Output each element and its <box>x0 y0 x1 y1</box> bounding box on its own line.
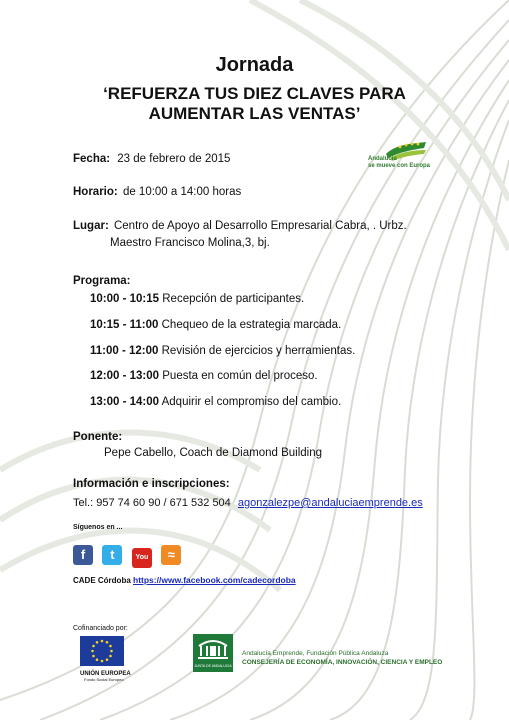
ponente-label: Ponente: <box>73 431 123 443</box>
badge-line-2: se mueve con Europa <box>368 163 431 169</box>
info-label: Información e inscripciones: <box>73 478 230 490</box>
subtitle-line-2: AUMENTAR LAS VENTAS’ <box>148 104 361 123</box>
eu-text: UNIÓN EUROPEA <box>80 671 131 677</box>
programa-desc: Recepción de participantes. <box>162 293 305 305</box>
social-icons <box>73 545 186 568</box>
youtube-icon[interactable]: You <box>132 548 152 568</box>
junta-andalucia-logo <box>193 634 233 672</box>
programa-time: 11:00 - 12:00 <box>90 345 159 357</box>
organization-text <box>242 650 442 666</box>
page-title: Jornada <box>215 54 294 76</box>
programa-item <box>90 396 341 408</box>
event-subtitle <box>0 84 509 124</box>
social-label: Síguenos en ... <box>73 524 123 531</box>
fecha-value: 23 de febrero de 2015 <box>117 153 231 165</box>
badge-line-1: Andalucía <box>368 156 397 162</box>
junta-emblem-icon <box>193 634 233 664</box>
programa-label: Programa: <box>73 275 131 287</box>
cofinanciado-label: Cofinanciado por: <box>73 625 128 632</box>
org-line-2: CONSEJERÍA DE ECONOMÍA, INNOVACIÓN, CIENCIA Y EMPLEO <box>242 659 443 666</box>
programa-item <box>90 293 304 305</box>
programa-desc: Adquirir el compromiso del cambio. <box>161 396 342 408</box>
programa-item <box>90 345 355 357</box>
eu-logo <box>80 636 130 682</box>
rss-icon[interactable]: ≈ <box>161 545 181 565</box>
lugar-value-1: Centro de Apoyo al Desarrollo Empresarial Cabra, . Urbz. <box>113 220 407 232</box>
junta-caption: JUNTA DE ANDALUCIA <box>194 664 232 668</box>
horario-label: Horario: <box>73 186 118 198</box>
ponente-value: Pepe Cabello, Coach de Diamond Building <box>104 447 323 459</box>
cade-row <box>73 575 296 585</box>
programa-time: 12:00 - 13:00 <box>90 370 160 382</box>
programa-desc: Revisión de ejercicios y herramientas. <box>161 345 356 357</box>
eu-flag-icon <box>80 636 124 666</box>
programa-item <box>90 370 318 382</box>
facebook-link[interactable]: https://www.facebook.com/cadecordoba <box>133 575 296 585</box>
phone-text: Tel.: 957 74 60 90 / 671 532 504 <box>73 497 231 509</box>
programa-time: 10:15 - 11:00 <box>90 319 159 331</box>
contact-row <box>73 497 423 509</box>
cade-label: CADE Córdoba <box>73 576 131 585</box>
subtitle-line-1: ‘REFUERZA TUS DIEZ CLAVES PARA <box>103 84 406 103</box>
org-line-1: Andalucía Emprende, Fundación Pública Andaluza <box>242 650 389 657</box>
programa-time: 13:00 - 14:00 <box>90 396 160 408</box>
lugar-value-2: Maestro Francisco Molina,3, bj. <box>110 237 270 249</box>
horario-value: de 10:00 a 14:00 horas <box>122 186 242 198</box>
fecha-label: Fecha: <box>73 153 111 165</box>
eu-subtext: Fondo Social Europeo <box>84 677 124 682</box>
andalucia-europa-logo <box>366 140 431 172</box>
programa-time: 10:00 - 10:15 <box>90 293 160 305</box>
programa-desc: Chequeo de la estrategia marcada. <box>161 319 342 331</box>
lugar-row <box>73 220 407 232</box>
programa-desc: Puesta en común del proceso. <box>162 370 318 382</box>
horario-row <box>73 186 241 198</box>
email-link[interactable]: agonzalezpe@andaluciaemprende.es <box>237 497 423 509</box>
twitter-icon[interactable]: t <box>102 545 122 565</box>
lugar-label: Lugar: <box>73 220 109 232</box>
fecha-row <box>73 153 230 165</box>
facebook-icon[interactable]: f <box>73 545 93 565</box>
programa-item <box>90 319 341 331</box>
